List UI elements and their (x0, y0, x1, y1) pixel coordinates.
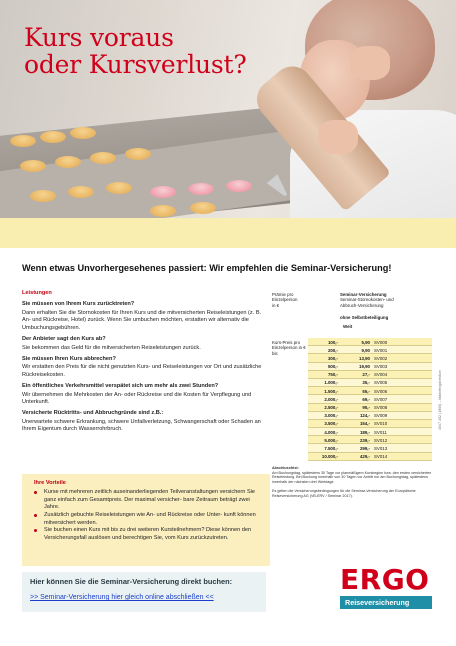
table-row (308, 354, 432, 362)
list-item: Kurse mit mehreren zeitlich auseinanderliegenden Teilveranstaltungen versichern Sie ganz einfach zum Gesamtpreis. Der maximal versicher- bare Zeitraum beträgt zwei Jahre. (34, 489, 260, 511)
table-row (308, 412, 432, 420)
table-row (308, 363, 432, 371)
premium-cell: 299,- (359, 445, 370, 451)
answer: Wir übernehmen die Mehrkosten der An- oder Rückreise und die Kosten für Verpflegung und Unterkunft. (22, 391, 252, 406)
price-cell: 2.000,- (324, 396, 338, 402)
pastry (106, 182, 132, 194)
hand (318, 120, 358, 154)
premium-cell: 124,- (359, 413, 370, 419)
pastry (226, 180, 252, 192)
price-cell: 4.000,- (324, 429, 338, 435)
pastry (125, 148, 151, 160)
side-print-code: 4047.452 (1905) – Marketingdirektion (438, 370, 442, 430)
code-cell: SV005 (374, 380, 388, 386)
premium-cell: 95,- (362, 405, 370, 410)
question: Versicherte Rücktritts- und Abbruchgründe sind z.B.: (22, 410, 164, 417)
premium-cell: 9,90 (361, 347, 370, 353)
price-cell: 750,- (327, 372, 338, 378)
code-cell: SV001 (374, 347, 388, 353)
table-row (308, 436, 432, 444)
price-cell: 300,- (327, 355, 338, 361)
premium-cell: 55,- (362, 388, 370, 394)
code-cell: SV000 (374, 339, 388, 345)
premium-cell: 5,90 (361, 339, 370, 345)
price-cell: 1.000,- (324, 380, 338, 386)
pastry (90, 152, 116, 164)
pastry (55, 156, 81, 168)
header-left-line: in € (272, 302, 280, 308)
booking-title: Hier können Sie die Seminar-Versicherung direkt buchen: (30, 577, 233, 586)
vorteile-box (22, 474, 270, 566)
code-cell: SV009 (374, 413, 388, 419)
answer: Unerwartete schwere Erkrankung, schwere Unfallverletzung, Schwangerschaft oder Schaden an Ihrem Eigentum durch Wasserrohrbruch. (22, 418, 261, 433)
headline: Wenn etwas Unvorhergesehenes passiert: Wir empfehlen die Seminar-Versicherung! (22, 263, 392, 273)
header-right (340, 292, 432, 308)
code-cell: SV010 (374, 421, 388, 427)
pastry (30, 190, 56, 202)
code-cell: SV004 (374, 372, 388, 378)
header-left-line: Einzelperson (272, 297, 298, 303)
table-note (272, 466, 432, 485)
list-item: Sie buchen einen Kurs mit bis zu drei weiteren Kursteilnehmern? Diese können den Versicherungsfall auslösen und berechtigen Sie, vom Kurs zurückzutreten. (34, 527, 260, 542)
table-row (308, 444, 432, 452)
premium-cell: 429,- (359, 454, 370, 460)
table-row (308, 346, 432, 354)
price-cell: 100,- (327, 339, 338, 345)
table-row (308, 420, 432, 428)
price-cell: 1.500,- (324, 388, 338, 394)
table-row (308, 338, 432, 346)
question: Sie müssen Ihren Kurs abbrechen? (22, 355, 116, 362)
pastry (150, 186, 176, 198)
price-cell: 5.000,- (324, 437, 338, 443)
pastry (10, 135, 36, 147)
code-cell: SV012 (374, 437, 388, 443)
header-left-line: Prämie pro (272, 292, 294, 297)
question: Ein öffentliches Verkehrsmittel verspätet sich um mehr als zwei Stunden? (22, 382, 219, 389)
vorteile-list (34, 489, 260, 542)
code-cell: SV007 (374, 396, 388, 402)
premium-cell: 189,- (359, 429, 370, 435)
code-cell: SV013 (374, 445, 388, 451)
price-cell: 3.500,- (324, 421, 338, 427)
question: Sie müssen von Ihrem Kurs zurücktreten? (22, 301, 135, 308)
hero-title-line: Kurs voraus (24, 23, 174, 52)
premium-cell: 27,- (362, 372, 370, 378)
hero-image (0, 0, 456, 218)
question: Der Anbieter sagt den Kurs ab? (22, 335, 106, 342)
answer: Wir erstatten den Preis für die nicht genutzten Kurs- und Reiseleistungen vor Ort und zusätzliche Rückreisekosten. (22, 364, 262, 378)
premium-table (272, 292, 432, 499)
answer: Dann erhalten Sie die Stornokosten für Ihren Kurs und die mitversicherten Reiseleistungen (z. B. An- und Rückreise, Hotel) zurück. Wenn Sie umbuchen möchten, erstatten wir alternativ die Umbuchungsgebühren. (22, 309, 262, 331)
table-row (308, 371, 432, 379)
table-header (272, 292, 432, 338)
hand (350, 46, 390, 80)
header-right-line: Seminar-Stornokosten- und (340, 297, 394, 303)
booking-link[interactable]: >> Seminar-Versicherung hier gleich online abschließen << (30, 594, 214, 601)
table-row (308, 387, 432, 395)
ergo-logo (340, 565, 436, 609)
price-cell: 3.000,- (324, 413, 338, 419)
header-sub: ohne Selbstbeteiligung (340, 315, 389, 320)
code-cell: SV006 (374, 388, 388, 394)
table-row (308, 428, 432, 436)
premium-cell: 69,- (362, 396, 370, 402)
pastry (40, 131, 66, 143)
pastry (150, 205, 176, 217)
code-cell: SV014 (374, 454, 388, 460)
header-left (272, 292, 324, 308)
leistungen-section (22, 290, 268, 434)
hero-title-line: oder Kursverlust? (24, 50, 247, 79)
header-weit: Weit (343, 324, 353, 329)
table-row (308, 379, 432, 387)
yellow-band (0, 218, 456, 248)
price-cell: 7.500,- (324, 445, 338, 451)
premium-cell: 154,- (359, 421, 370, 427)
hero-title (24, 24, 247, 78)
table-note-conditions: Es gelten die Versicherungsbedingungen für die Seminar-Versicherung der Europäische Reiseversicherung AG (VB-ERV / Seminar 2017). (272, 489, 416, 498)
rows-label: Kurs-Preis pro Einzelperson in € bis (272, 340, 306, 356)
table-body (272, 338, 432, 461)
pastry (190, 202, 216, 214)
note-title: Abschlussfrist: (272, 465, 299, 470)
pastry (188, 183, 214, 195)
pastry (70, 127, 96, 139)
code-cell: SV011 (374, 429, 387, 435)
code-cell: SV008 (374, 405, 388, 410)
table-row (308, 404, 432, 412)
price-cell: 500,- (327, 364, 338, 370)
premium-cell: 239,- (359, 437, 370, 443)
price-cell: 2.500,- (324, 405, 338, 410)
logo-subline: Reiseversicherung (340, 596, 432, 609)
code-cell: SV002 (374, 355, 388, 361)
section-title: Leistungen (22, 290, 52, 296)
pastry (20, 160, 46, 172)
note-text: Am Buchungstag, spätestens 30 Tage vor planmäßigem Kursbeginn bzw. den ersten versicherten Reiseleistung. Bei Buchung innerhalb von 30 Tagen vor Antritt nur am Buchungstag, spätestens innerhalb der nächsten drei Werktage. (272, 470, 432, 485)
header-right-title: Seminar-Versicherung (340, 292, 387, 297)
table-row (308, 453, 432, 461)
premium-cell: 19,90 (359, 364, 370, 370)
vorteile-title: Ihre Vorteile (34, 480, 66, 486)
header-right-line: Abbruch-Versicherung (340, 302, 384, 308)
table-row (308, 395, 432, 403)
list-item: Zusätzlich gebuchte Reiseleistungen wie An- und Rückreise oder Unter- kunft können mitversichert werden. (34, 512, 260, 527)
price-cell: 200,- (327, 347, 338, 353)
booking-box (22, 572, 266, 612)
premium-cell: 35,- (362, 380, 370, 386)
pastry (68, 186, 94, 198)
price-cell: 10.000,- (321, 454, 338, 460)
code-cell: SV003 (374, 364, 388, 370)
logo-wordmark: ERGO (340, 563, 430, 596)
premium-cell: 13,90 (359, 355, 370, 361)
answer: Sie bekommen das Geld für die mitversicherten Reiseleistungen zurück. (22, 344, 201, 351)
